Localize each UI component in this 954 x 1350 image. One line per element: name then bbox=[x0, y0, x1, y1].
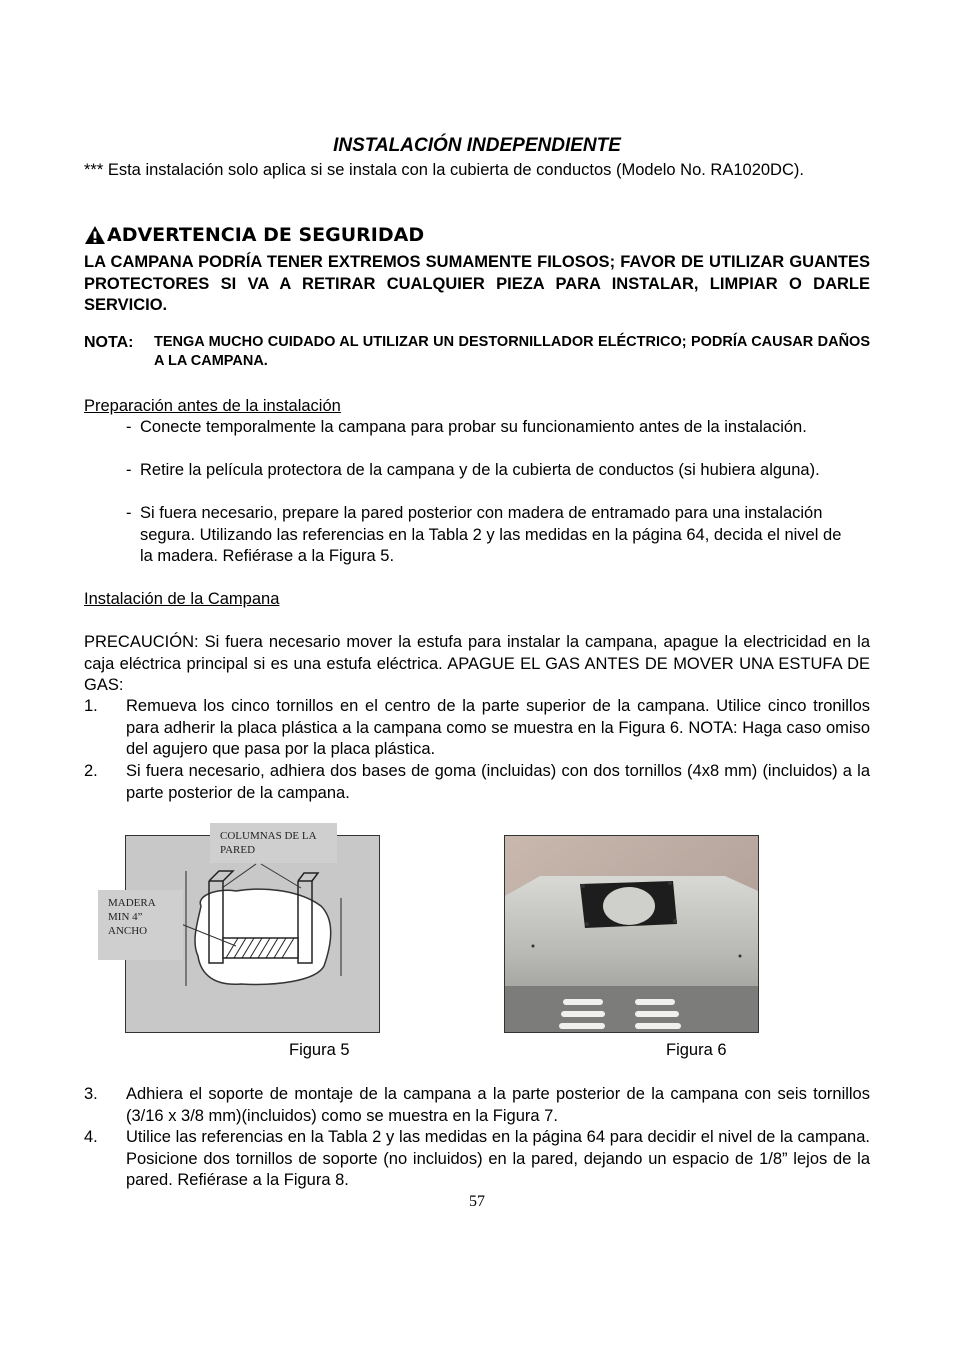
figure-6-image bbox=[504, 835, 759, 1033]
figure-5-caption: Figura 5 bbox=[289, 1041, 350, 1059]
prep-item: - Si fuera necesario, prepare la pared posterior con madera de entramado para una instalación segura. Utilizando las referencias en la Tabla 2 y las medidas en la página 64, decida el nivel de la madera. Refiérase a la Figura 5. bbox=[126, 504, 842, 565]
figure-5-label-columns: COLUMNAS DE LA PARED bbox=[210, 823, 337, 863]
prep-item: - Conecte temporalmente la campana para probar su funcionamiento antes de la instalación. bbox=[126, 418, 807, 436]
prep-item: - Retire la película protectora de la campana y de la cubierta de conductos (si hubiera alguna). bbox=[126, 461, 820, 479]
warning-triangle-icon bbox=[84, 225, 106, 245]
warning-title bbox=[84, 224, 424, 246]
intro-text: *** Esta instalación solo aplica si se instala con la cubierta de conductos (Modelo No. RA1020DC). bbox=[84, 161, 804, 179]
nota-label: NOTA: bbox=[84, 334, 134, 351]
install-title: Instalación de la Campana bbox=[84, 590, 280, 608]
install-step: 2. Si fuera necesario, adhiera dos bases de goma (incluidas) con dos tornillos (4x8 mm) (incluidos) a la parte posterior de la campana. bbox=[84, 762, 870, 802]
nota-text: TENGA MUCHO CUIDADO AL UTILIZAR UN DESTORNILLADOR ELÉCTRICO; PODRÍA CAUSAR DAÑOS A LA CAMPANA. bbox=[154, 334, 870, 369]
page-heading: INSTALACIÓN INDEPENDIENTE bbox=[333, 135, 621, 156]
figure-6-caption: Figura 6 bbox=[666, 1041, 727, 1059]
figure-5-label-wood: MADERA MIN 4” ANCHO bbox=[98, 890, 183, 960]
warning-title-text: ADVERTENCIA DE SEGURIDAD bbox=[107, 224, 425, 246]
prep-title: Preparación antes de la instalación bbox=[84, 397, 341, 415]
hood-top-photo bbox=[505, 836, 758, 1032]
install-step: 1. Remueva los cinco tornillos en el centro de la parte superior de la campana. Utilice cinco tronillos para adherir la placa plástica a la campana como se muestra en la Figura 6. NOTA: Haga caso omiso del agujero que pasa por la placa plástica. bbox=[84, 697, 870, 758]
caution-text: PRECAUCIÓN: Si fuera necesario mover la estufa para instalar la campana, apague la electricidad en la caja eléctrica principal si es una estufa eléctrica. APAGUE EL GAS ANTES DE MOVER UNA ESTUFA DE GAS: bbox=[84, 633, 870, 694]
page-number: 57 bbox=[469, 1193, 485, 1210]
warning-body: LA CAMPANA PODRÍA TENER EXTREMOS SUMAMENTE FILOSOS; FAVOR DE UTILIZAR GUANTES PROTECTORES SI VA A RETIRAR CUALQUIER PIEZA PARA INSTALAR, LIMPIAR O DARLE SERVICIO. bbox=[84, 253, 870, 314]
install-step: 4. Utilice las referencias en la Tabla 2 y las medidas en la página 64 para decidir el nivel de la campana. Posicione dos tornillos de soporte (no incluidos) en la pared, dejando un espacio de 1/8” lejos de la pared. Refiérase a la Figura 8. bbox=[84, 1128, 870, 1189]
install-step: 3. Adhiera el soporte de montaje de la campana a la parte posterior de la campana con seis tornillos (3/16 x 3/8 mm)(incluidos) como se muestra en la Figura 7. bbox=[84, 1085, 870, 1125]
